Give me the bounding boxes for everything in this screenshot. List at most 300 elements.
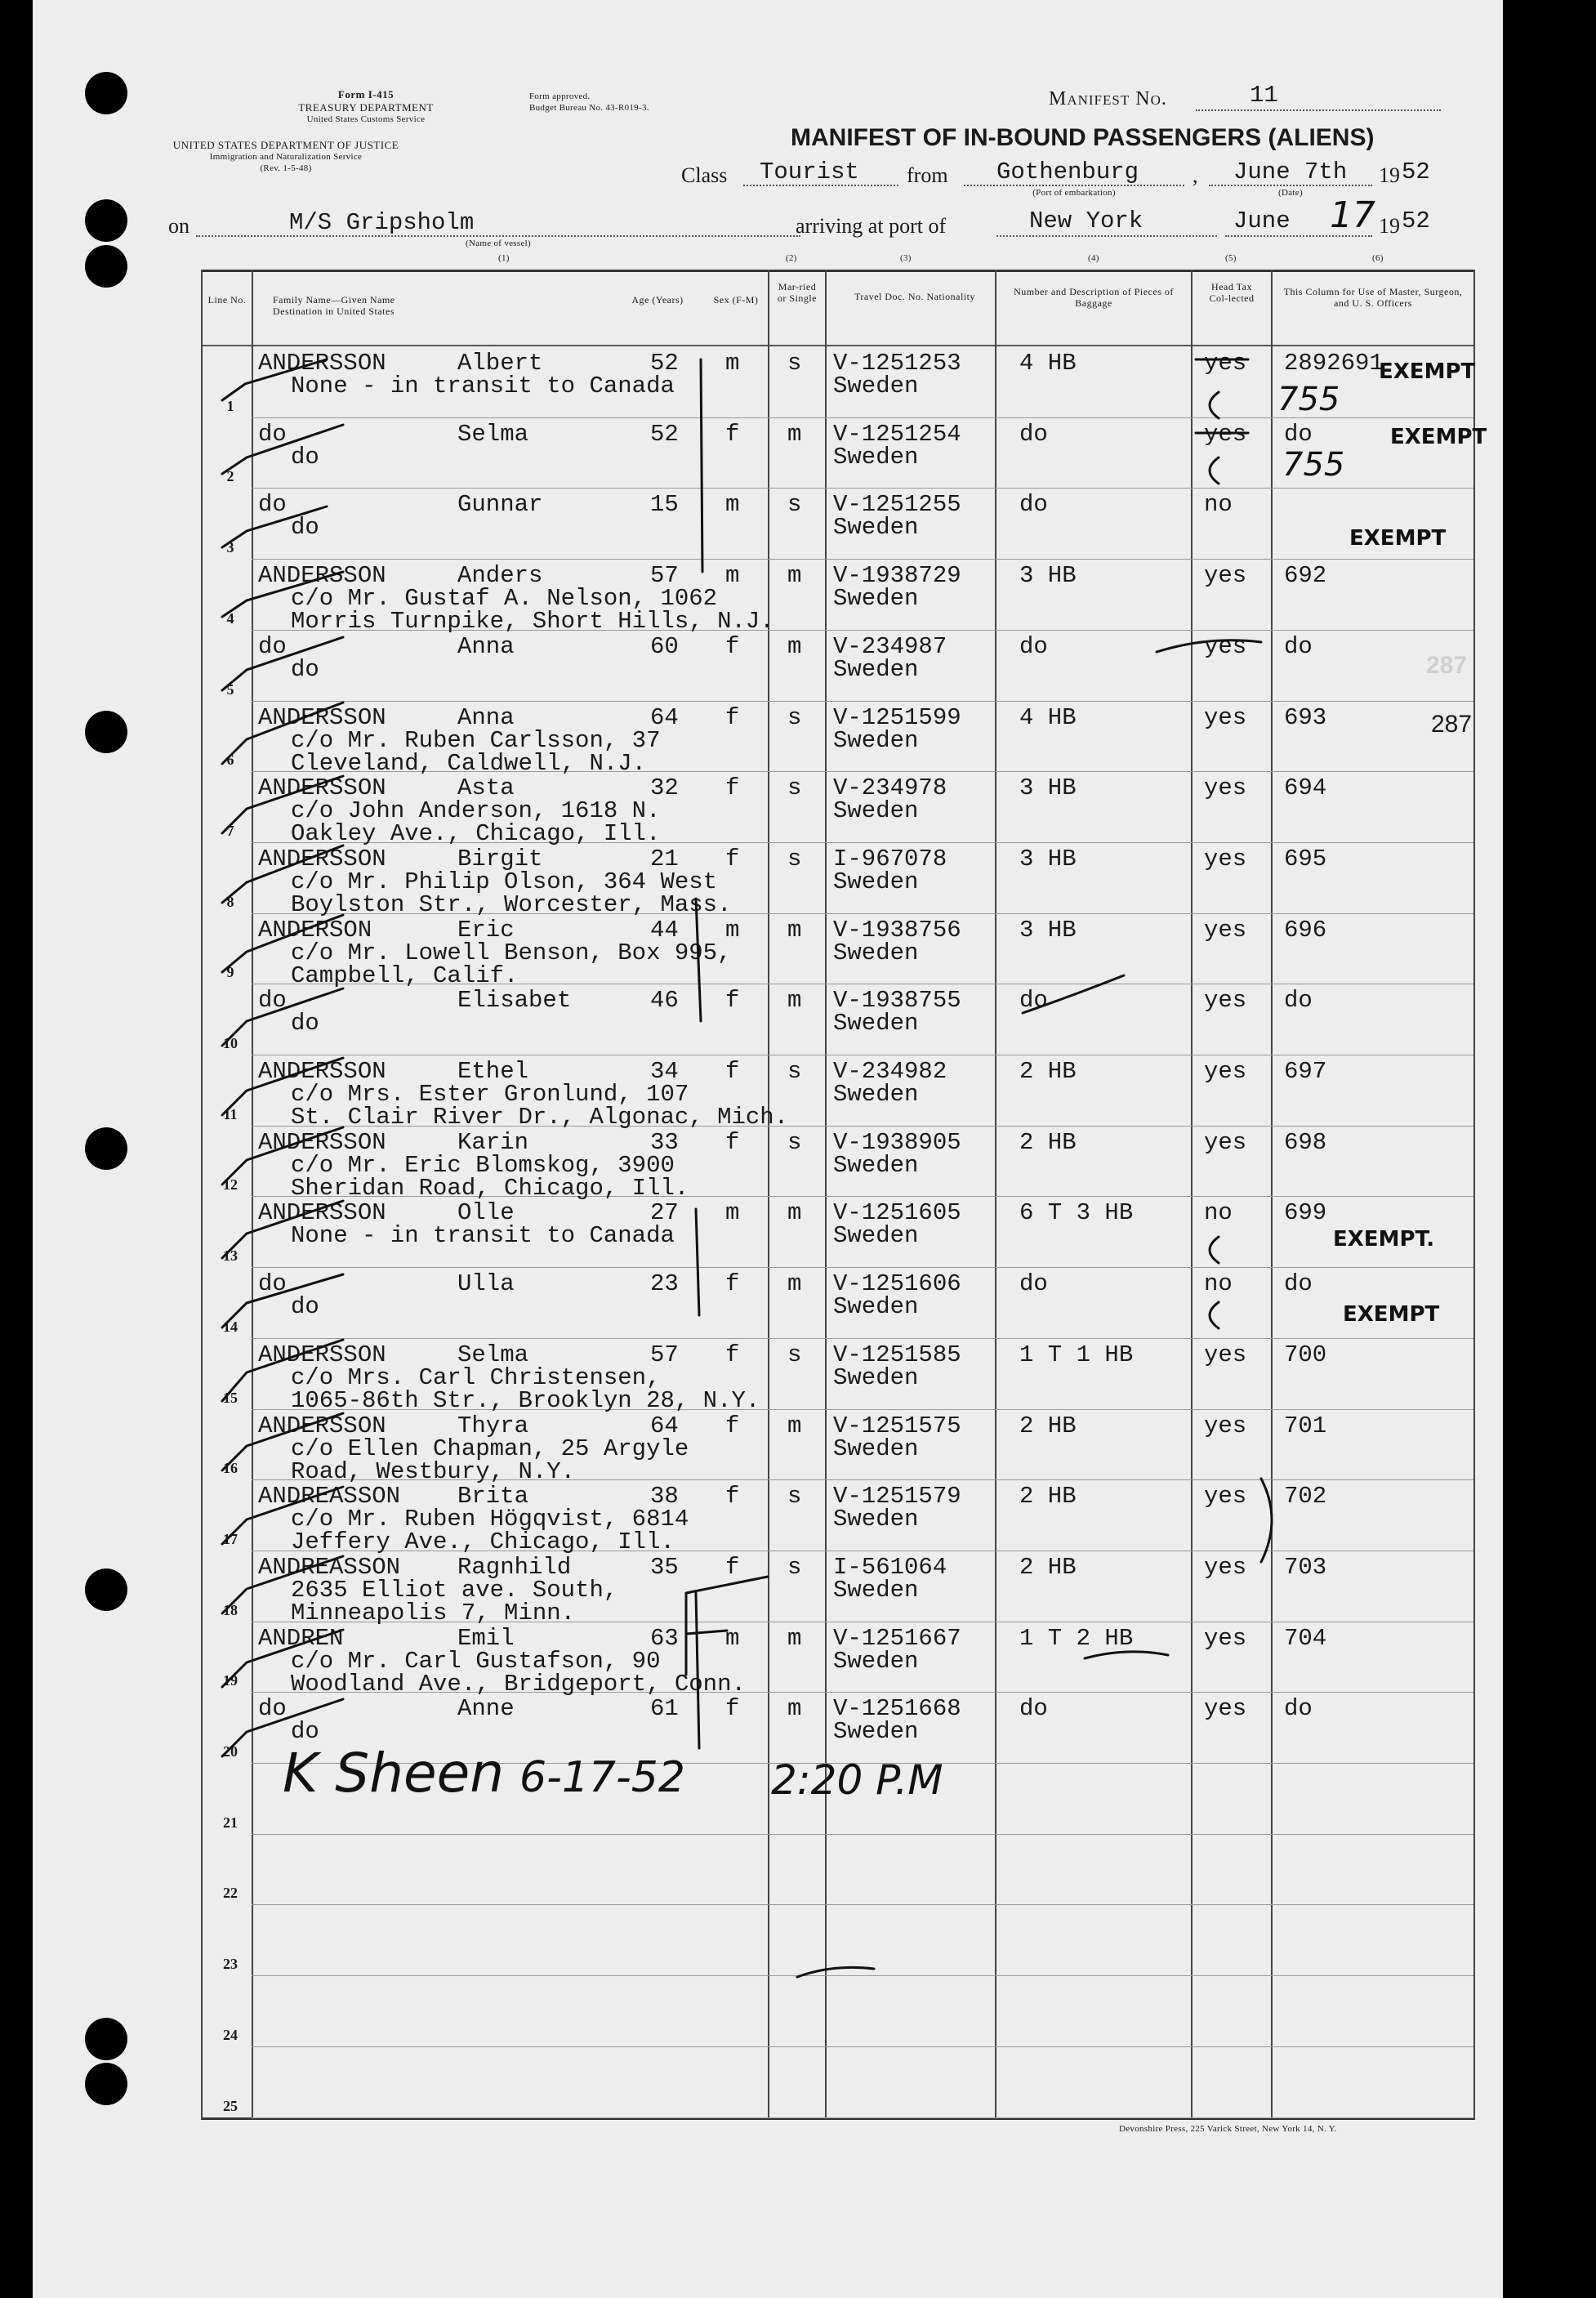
passenger-travel-doc: V-1251667	[833, 1624, 961, 1652]
col-num-2: (2)	[786, 253, 797, 263]
col-num-6: (6)	[1372, 253, 1384, 263]
date-comma: ,	[1193, 163, 1198, 187]
passenger-travel-doc: V-1938755	[833, 987, 961, 1015]
passenger-surname: do	[258, 420, 287, 448]
code-755: 755	[1277, 381, 1340, 418]
manifest-number: 11	[1250, 82, 1278, 109]
passenger-marital-status: s	[787, 774, 802, 802]
passenger-destination: Road, Westbury, N.Y.	[291, 1457, 576, 1485]
passenger-given-name: Birgit	[457, 845, 543, 872]
passenger-marital-status: m	[787, 562, 802, 590]
exempt-stamp: EXEMPT	[1343, 1302, 1440, 1327]
margin-287: 287	[1431, 711, 1473, 738]
passenger-officer-note: 694	[1284, 774, 1327, 802]
passenger-marital-status: s	[787, 1128, 802, 1156]
form-number: Form I-415	[337, 88, 395, 100]
passenger-head-tax: yes	[1204, 1483, 1247, 1510]
passenger-given-name: Anders	[457, 562, 543, 590]
arriving-label: arriving at port of	[796, 214, 947, 238]
passenger-marital-status: m	[787, 1270, 802, 1298]
passenger-sex: f	[725, 1128, 740, 1156]
passenger-marital-status: m	[787, 420, 802, 448]
arrival-year: 52	[1402, 207, 1430, 234]
passenger-head-tax: yes	[1204, 1058, 1247, 1085]
col-header-head-tax: Head Tax Col-lected	[1209, 281, 1255, 304]
treasury-dept: TREASURY DEPARTMENT	[298, 101, 434, 114]
passenger-age: 64	[650, 703, 679, 731]
passenger-head-tax: yes	[1204, 1695, 1247, 1723]
line-number: 2	[226, 468, 234, 485]
passenger-baggage: 1 T 2 HB	[1019, 1624, 1134, 1652]
col-num-3: (3)	[900, 253, 912, 263]
passenger-surname: do	[258, 1695, 287, 1723]
passenger-nationality: Sweden	[833, 1010, 919, 1037]
passenger-marital-status: s	[787, 845, 802, 872]
line-number: 9	[226, 964, 234, 981]
passenger-sex: m	[725, 1199, 740, 1227]
passenger-given-name: Karin	[457, 1128, 529, 1156]
passenger-given-name: Anna	[457, 632, 515, 660]
passenger-age: 38	[650, 1483, 679, 1510]
passenger-age: 32	[650, 774, 679, 802]
col-header-sex: Sex (F-M)	[713, 294, 759, 306]
customs-service: United States Customs Service	[306, 114, 426, 124]
passenger-baggage: 2 HB	[1019, 1412, 1077, 1439]
passenger-officer-note: do	[1284, 420, 1313, 448]
passenger-nationality: Sweden	[833, 1506, 919, 1533]
passenger-travel-doc: V-1251668	[833, 1695, 961, 1723]
passenger-head-tax: yes	[1204, 774, 1247, 802]
passenger-given-name: Ulla	[457, 1270, 515, 1298]
passenger-sex: f	[725, 845, 740, 872]
passenger-travel-doc: V-1251254	[833, 420, 961, 448]
class-value: Tourist	[760, 158, 859, 185]
printer-imprint: Devonshire Press, 225 Varick Street, New York 14, N. Y.	[1119, 2124, 1337, 2134]
line-number: 21	[223, 1814, 238, 1831]
passenger-travel-doc: V-234982	[833, 1058, 947, 1085]
line-number: 6	[226, 752, 234, 769]
passenger-destination: do	[291, 1010, 319, 1037]
manifest-label: Manifest No.	[1049, 88, 1167, 109]
passenger-destination: do	[291, 514, 319, 542]
passenger-sex: m	[725, 491, 740, 519]
passenger-head-tax: yes	[1204, 562, 1247, 590]
passenger-destination: c/o Mr. Ruben Högqvist, 6814	[291, 1506, 689, 1533]
passenger-officer-note: 699	[1284, 1199, 1327, 1227]
passenger-age: 33	[650, 1128, 679, 1156]
passenger-destination: St. Clair River Dr., Algonac, Mich.	[291, 1104, 789, 1131]
passenger-marital-status: s	[787, 491, 802, 519]
passenger-baggage: 3 HB	[1019, 562, 1077, 590]
passenger-age: 57	[650, 1341, 679, 1368]
passenger-baggage: 4 HB	[1019, 350, 1077, 377]
passenger-travel-doc: V-1251579	[833, 1483, 961, 1510]
passenger-given-name: Anne	[457, 1695, 515, 1723]
line-number: 18	[223, 1601, 238, 1618]
year-prefix: 19	[1379, 163, 1400, 187]
passenger-surname: ANDREASSON	[258, 1483, 401, 1510]
passenger-marital-status: s	[787, 1058, 802, 1085]
passenger-destination: c/o Mr. Ruben Carlsson, 37	[291, 726, 661, 754]
passenger-nationality: Sweden	[833, 514, 919, 542]
line-number: 11	[223, 1105, 238, 1122]
passenger-head-tax: yes	[1204, 1553, 1247, 1581]
passenger-sex: f	[725, 1412, 740, 1439]
passenger-officer-note: do	[1284, 1695, 1313, 1723]
passenger-sex: m	[725, 562, 740, 590]
exempt-stamp: EXEMPT	[1379, 359, 1476, 384]
exempt-stamp: EXEMPT	[1390, 425, 1487, 449]
col-header-destination: Destination in United States	[273, 306, 395, 317]
passenger-age: 52	[650, 420, 679, 448]
passenger-travel-doc: V-1251606	[833, 1270, 961, 1298]
passenger-officer-note: do	[1284, 1270, 1313, 1298]
passenger-nationality: Sweden	[833, 939, 919, 966]
page-title: MANIFEST OF IN-BOUND PASSENGERS (ALIENS)	[791, 124, 1375, 151]
passenger-age: 21	[650, 845, 679, 872]
passenger-destination: Sheridan Road, Chicago, Ill.	[291, 1174, 689, 1202]
passenger-nationality: Sweden	[833, 1363, 919, 1391]
signature-time: 2:20 P.M	[771, 1756, 943, 1804]
passenger-age: 44	[650, 916, 679, 944]
ins-line: Immigration and Naturalization Service	[209, 152, 363, 162]
passenger-sex: f	[725, 1270, 740, 1298]
passenger-travel-doc: I-967078	[833, 845, 947, 872]
passenger-sex: f	[725, 420, 740, 448]
col-header-family-name: Family Name—Given Name	[273, 294, 395, 306]
passenger-officer-note: 698	[1284, 1128, 1327, 1156]
passenger-destination: Campbell, Calif.	[291, 962, 519, 989]
passenger-baggage: 3 HB	[1019, 916, 1077, 944]
line-number: 17	[223, 1530, 238, 1547]
passenger-surname: do	[258, 987, 287, 1015]
passenger-marital-status: m	[787, 1199, 802, 1227]
passenger-destination: c/o Mr. Philip Olson, 364 West	[291, 868, 718, 895]
date-value: June 7th	[1233, 158, 1348, 185]
passenger-surname: do	[258, 491, 287, 519]
passenger-surname: ANDERSSON	[258, 845, 386, 872]
passenger-sex: m	[725, 1624, 740, 1652]
passenger-baggage: 4 HB	[1019, 703, 1077, 731]
passenger-surname: ANDERSON	[258, 916, 372, 944]
embark-caption: (Port of embarkation)	[1032, 188, 1116, 198]
arrival-date: June	[1233, 207, 1291, 234]
passenger-baggage: do	[1019, 491, 1048, 519]
passenger-travel-doc: V-234978	[833, 774, 947, 802]
passenger-given-name: Selma	[457, 1341, 529, 1368]
from-label: from	[907, 163, 948, 187]
passenger-nationality: Sweden	[833, 1435, 919, 1462]
passenger-age: 64	[650, 1412, 679, 1439]
passenger-sex: f	[725, 1483, 740, 1510]
passenger-travel-doc: V-1251255	[833, 491, 961, 519]
passenger-nationality: Sweden	[833, 797, 919, 825]
passenger-officer-note: do	[1284, 987, 1313, 1015]
passenger-age: 61	[650, 1695, 679, 1723]
passenger-sex: f	[725, 1695, 740, 1723]
passenger-head-tax: no	[1204, 491, 1233, 519]
passenger-travel-doc: V-1251605	[833, 1199, 961, 1227]
passenger-officer-note: 696	[1284, 916, 1327, 944]
passenger-given-name: Gunnar	[457, 491, 543, 519]
passenger-destination: do	[291, 655, 319, 683]
line-number: 19	[223, 1672, 238, 1689]
passenger-baggage: 2 HB	[1019, 1483, 1077, 1510]
passenger-baggage: do	[1019, 1695, 1048, 1723]
passenger-head-tax: yes	[1204, 420, 1247, 448]
passenger-surname: ANDERSSON	[258, 1058, 386, 1085]
passenger-surname: ANDERSSON	[258, 1341, 386, 1368]
line-number: 13	[223, 1247, 238, 1265]
passenger-given-name: Elisabet	[457, 987, 572, 1015]
passenger-nationality: Sweden	[833, 1293, 919, 1321]
passenger-travel-doc: V-1251585	[833, 1341, 961, 1368]
line-number: 25	[223, 2097, 238, 2114]
passenger-age: 46	[650, 987, 679, 1015]
signature-date: 6-17-52	[519, 1753, 685, 1802]
passenger-given-name: Eric	[457, 916, 515, 944]
code-755: 755	[1282, 446, 1345, 484]
passenger-head-tax: yes	[1204, 987, 1247, 1015]
line-number: 8	[226, 893, 234, 910]
passenger-surname: ANDREASSON	[258, 1553, 401, 1581]
class-label: Class	[681, 163, 728, 187]
passenger-sex: f	[725, 703, 740, 731]
passenger-given-name: Brita	[457, 1483, 529, 1510]
line-number: 24	[223, 2026, 238, 2043]
passenger-given-name: Anna	[457, 703, 515, 731]
line-number: 16	[223, 1460, 238, 1477]
passenger-surname: do	[258, 632, 287, 660]
line-number: 1	[226, 397, 234, 414]
passenger-nationality: Sweden	[833, 1151, 919, 1179]
passenger-nationality: Sweden	[833, 373, 919, 399]
col-header-married: Mar-ried or Single	[777, 281, 818, 304]
passenger-officer-note: 700	[1284, 1341, 1327, 1368]
passenger-baggage: 2 HB	[1019, 1128, 1077, 1156]
passenger-marital-status: m	[787, 632, 802, 660]
passenger-destination: None - in transit to Canada	[291, 1222, 675, 1250]
passenger-head-tax: yes	[1204, 1341, 1247, 1368]
passenger-destination: c/o Mrs. Ester Gronlund, 107	[291, 1081, 689, 1108]
passenger-head-tax: yes	[1204, 845, 1247, 872]
faint-287: 287	[1426, 652, 1468, 679]
passenger-surname: ANDERSSON	[258, 703, 386, 731]
passenger-travel-doc: V-1938756	[833, 916, 961, 944]
passenger-marital-status: s	[787, 1341, 802, 1368]
col-num-5: (5)	[1225, 253, 1237, 263]
passenger-destination: c/o Mr. Gustaf A. Nelson, 1062	[291, 585, 718, 613]
passenger-baggage: 6 T 3 HB	[1019, 1199, 1134, 1227]
line-number: 10	[223, 1035, 238, 1051]
arrival-day: 17	[1330, 194, 1375, 236]
line-number: 14	[223, 1318, 238, 1335]
passenger-sex: f	[725, 1341, 740, 1368]
passenger-nationality: Sweden	[833, 655, 919, 683]
passenger-destination: 2635 Elliot ave. South,	[291, 1576, 618, 1604]
passenger-destination: Boylston Str., Worcester, Mass.	[291, 890, 732, 918]
passenger-officer-note: 695	[1284, 845, 1327, 872]
port-value: New York	[1029, 207, 1144, 234]
line-number: 5	[226, 680, 234, 698]
passenger-marital-status: m	[787, 916, 802, 944]
exempt-stamp: EXEMPT.	[1333, 1227, 1435, 1252]
passenger-nationality: Sweden	[833, 1081, 919, 1108]
passenger-age: 15	[650, 491, 679, 519]
passenger-head-tax: yes	[1204, 1624, 1247, 1652]
passenger-nationality: Sweden	[833, 585, 919, 613]
passenger-destination: c/o Mrs. Carl Christensen,	[291, 1363, 661, 1391]
passenger-marital-status: m	[787, 1412, 802, 1439]
passenger-age: 23	[650, 1270, 679, 1298]
on-label: on	[168, 214, 189, 238]
passenger-destination: Oakley Ave., Chicago, Ill.	[291, 820, 661, 848]
passenger-destination: Jeffery Ave., Chicago, Ill.	[291, 1528, 675, 1556]
passenger-sex: f	[725, 774, 740, 802]
passenger-baggage: 3 HB	[1019, 845, 1077, 872]
passenger-marital-status: m	[787, 1624, 802, 1652]
passenger-destination: Cleveland, Caldwell, N.J.	[291, 749, 647, 777]
passenger-head-tax: no	[1204, 1270, 1233, 1298]
passenger-destination: do	[291, 1718, 319, 1746]
passenger-baggage: do	[1019, 420, 1048, 448]
vessel-value: M/S Gripsholm	[289, 209, 475, 236]
passenger-given-name: Emil	[457, 1624, 515, 1652]
col-header-baggage: Number and Description of Pieces of Baggage	[1014, 286, 1174, 309]
passenger-age: 27	[650, 1199, 679, 1227]
passenger-destination: do	[291, 443, 319, 471]
line-number: 3	[226, 539, 234, 556]
passenger-baggage: do	[1019, 632, 1048, 660]
manifest-page	[33, 0, 1503, 2298]
passenger-given-name: Ragnhild	[457, 1553, 572, 1581]
col-header-line-no: Line No.	[207, 294, 247, 306]
passenger-destination: c/o Mr. Eric Blomskog, 3900	[291, 1151, 675, 1179]
vessel-caption: (Name of vessel)	[466, 239, 531, 248]
passenger-surname: ANDERSSON	[258, 774, 386, 802]
passenger-destination: c/o Mr. Lowell Benson, Box 995,	[291, 939, 732, 966]
passenger-given-name: Ethel	[457, 1058, 529, 1085]
passenger-nationality: Sweden	[833, 443, 919, 471]
passenger-sex: f	[725, 987, 740, 1015]
line-number: 15	[223, 1389, 238, 1406]
passenger-age: 63	[650, 1624, 679, 1652]
passenger-destination: None - in transit to Canada	[291, 373, 675, 399]
passenger-travel-doc: I-561064	[833, 1553, 947, 1581]
passenger-age: 60	[650, 632, 679, 660]
passenger-sex: f	[725, 632, 740, 660]
passenger-nationality: Sweden	[833, 726, 919, 754]
passenger-baggage: 2 HB	[1019, 1058, 1077, 1085]
passenger-travel-doc: V-1938905	[833, 1128, 961, 1156]
passenger-marital-status: s	[787, 350, 802, 377]
passenger-given-name: Olle	[457, 1199, 515, 1227]
passenger-officer-note: 704	[1284, 1624, 1327, 1652]
budget-bureau: Budget Bureau No. 43-R019-3.	[529, 103, 649, 113]
passenger-nationality: Sweden	[833, 1718, 919, 1746]
from-value: Gothenburg	[996, 158, 1139, 185]
passenger-travel-doc: V-1251253	[833, 350, 961, 377]
line-number: 4	[226, 609, 234, 627]
line-number: 23	[223, 1956, 238, 1973]
passenger-given-name: Albert	[457, 350, 543, 377]
passenger-age: 57	[650, 562, 679, 590]
passenger-sex: m	[725, 350, 740, 377]
passenger-surname: ANDERSSON	[258, 562, 386, 590]
passenger-officer-note: 701	[1284, 1412, 1327, 1439]
line-number: 20	[223, 1743, 238, 1760]
passenger-surname: ANDERSSON	[258, 1199, 386, 1227]
line-number: 12	[223, 1176, 238, 1194]
passenger-surname: ANDERSSON	[258, 350, 386, 377]
passenger-nationality: Sweden	[833, 1576, 919, 1604]
col-num-4: (4)	[1088, 253, 1099, 263]
passenger-officer-note: do	[1284, 632, 1313, 660]
passenger-destination: do	[291, 1293, 319, 1321]
passenger-surname: ANDERSSON	[258, 1412, 386, 1439]
passenger-surname: ANDERSSON	[258, 1128, 386, 1156]
passenger-surname: ANDREN	[258, 1624, 344, 1652]
passenger-nationality: Sweden	[833, 1222, 919, 1250]
passenger-baggage: do	[1019, 1270, 1048, 1298]
passenger-officer-note: 693	[1284, 703, 1327, 731]
passenger-given-name: Thyra	[457, 1412, 529, 1439]
passenger-given-name: Selma	[457, 420, 529, 448]
handwritten-marks	[33, 0, 1503, 2298]
passenger-sex: m	[725, 916, 740, 944]
passenger-destination: c/o Mr. Carl Gustafson, 90	[291, 1647, 661, 1675]
passenger-baggage: do	[1019, 987, 1048, 1015]
passenger-head-tax: no	[1204, 1199, 1233, 1227]
col-header-travel-doc: Travel Doc. No. Nationality	[854, 291, 976, 302]
passenger-officer-note: 702	[1284, 1483, 1327, 1510]
passenger-age: 52	[650, 350, 679, 377]
passenger-travel-doc: V-1938729	[833, 562, 961, 590]
passenger-marital-status: s	[787, 703, 802, 731]
passenger-sex: f	[725, 1553, 740, 1581]
passenger-destination: c/o Ellen Chapman, 25 Argyle	[291, 1435, 689, 1462]
passenger-marital-status: s	[787, 1483, 802, 1510]
passenger-head-tax: yes	[1204, 1128, 1247, 1156]
passenger-officer-note: 692	[1284, 562, 1327, 590]
passenger-surname: do	[258, 1270, 287, 1298]
line-number: 22	[223, 1885, 238, 1902]
passenger-baggage: 3 HB	[1019, 774, 1077, 802]
passenger-given-name: Asta	[457, 774, 515, 802]
rev-line: (Rev. 1-5-48)	[260, 163, 312, 173]
passenger-destination: Minneapolis 7, Minn.	[291, 1599, 576, 1626]
form-approved: Form approved.	[529, 91, 591, 101]
passenger-nationality: Sweden	[833, 1647, 919, 1675]
passenger-age: 34	[650, 1058, 679, 1085]
passenger-nationality: Sweden	[833, 868, 919, 895]
passenger-head-tax: yes	[1204, 632, 1247, 660]
passenger-travel-doc: V-234987	[833, 632, 947, 660]
passenger-head-tax: yes	[1204, 1412, 1247, 1439]
passenger-head-tax: yes	[1204, 703, 1247, 731]
passenger-officer-note: 2892691	[1284, 350, 1384, 377]
arrival-year-prefix: 19	[1379, 214, 1400, 238]
exempt-stamp: EXEMPT	[1349, 526, 1447, 551]
passenger-officer-note: 697	[1284, 1058, 1327, 1085]
passenger-marital-status: s	[787, 1553, 802, 1581]
col-header-age: Age (Years)	[631, 294, 684, 306]
passenger-head-tax: yes	[1204, 916, 1247, 944]
passenger-destination: c/o John Anderson, 1618 N.	[291, 797, 661, 825]
doj-line: UNITED STATES DEPARTMENT OF JUSTICE	[172, 139, 399, 151]
passenger-travel-doc: V-1251599	[833, 703, 961, 731]
passenger-baggage: 1 T 1 HB	[1019, 1341, 1134, 1368]
